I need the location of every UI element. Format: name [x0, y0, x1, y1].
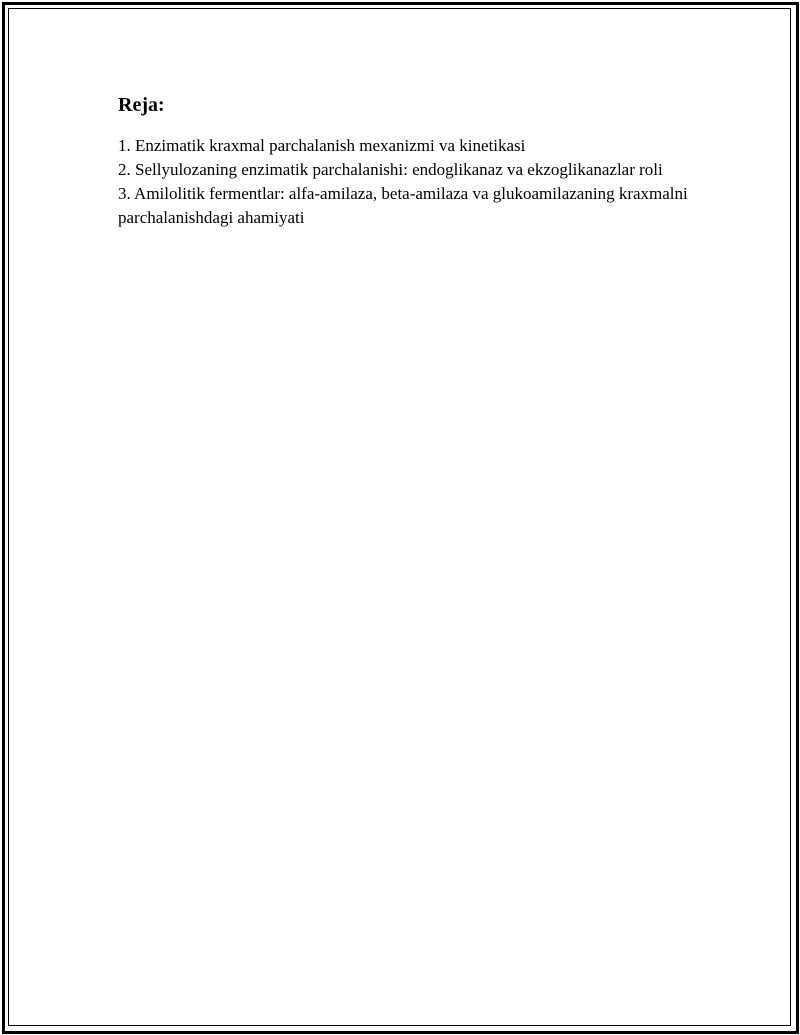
- plan-item-2: 2. Sellyulozaning enzimatik parchalanishi: endoglikanaz va ekzoglikanazlar roli: [118, 160, 663, 179]
- plan-item-3: 3. Amilolitik fermentlar: alfa-amilaza, beta-amilaza va glukoamilazaning kraxmalni parchalanishdagi ahamiyati: [118, 184, 688, 227]
- plan-list: [118, 134, 688, 230]
- page-content: [118, 92, 688, 230]
- plan-item-1: 1. Enzimatik kraxmal parchalanish mexanizmi va kinetikasi: [118, 136, 526, 155]
- plan-heading: Reja:: [118, 94, 165, 116]
